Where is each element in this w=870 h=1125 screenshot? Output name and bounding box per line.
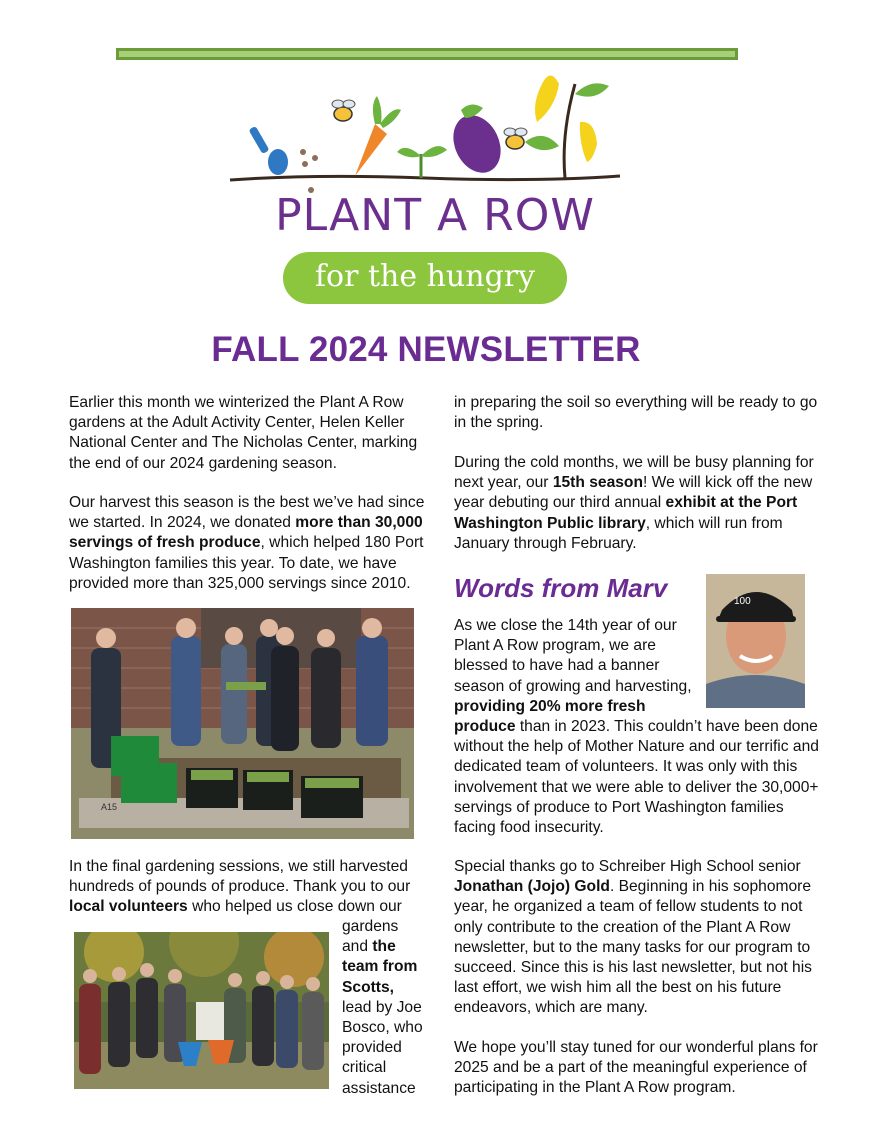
text-line: assistance (342, 1079, 416, 1097)
bee-icon-2 (504, 128, 527, 149)
right-paragraph-closing: We hope you’ll stay tuned for our wonderful plans for 2025 and be a part of the meaningful experience of participating in the Plant A Row program. (454, 1039, 818, 1097)
emphasis-text: providing 20% more fresh (454, 697, 646, 715)
emphasis-text: produce (454, 718, 516, 735)
carrot-icon (355, 96, 401, 176)
text-run: During the cold months, we will be busy planning for next year, our (454, 454, 814, 492)
top-decorative-bar (116, 48, 738, 60)
text-line: Plant A Row program, we are (454, 637, 656, 655)
left-paragraph-2 (69, 493, 435, 594)
scotts-team-photo (74, 932, 329, 1089)
emphasis-text: local volunteers (69, 898, 188, 916)
marv-intro-lines (454, 616, 704, 717)
right-paragraph-thanks (454, 857, 829, 1019)
emphasis-text: more than 30,000 servings of fresh produce (69, 514, 423, 552)
emphasis-text: 15th season (552, 474, 643, 492)
marv-portrait (706, 574, 805, 708)
cap-logo-text: 100 (734, 596, 751, 607)
text-run: , which will run from January through February. (454, 514, 783, 552)
text-run: , which helped 180 Port Washington families this year. To date, we have provided more than 325,000 servings since 2010. (69, 534, 424, 592)
volunteers-harvest-photo (71, 608, 414, 839)
text-line (454, 697, 704, 717)
seedling-icon (397, 146, 447, 178)
text-run: Special thanks go to Schreiber High School senior (454, 858, 801, 875)
section-heading-marv: Words from Marv (454, 573, 668, 603)
text-line: lead by Joe (342, 998, 422, 1016)
text-line: Bosco, who (342, 1019, 423, 1037)
text-run: . Beginning in his sophomore year, he organized a team of fellow students to not only contribute to the creation of the Plant A Row newsletter, but to the many tasks for our program to succeed. Since this is his last newsletter, but not his last effort, we wish him all the best on his future endeavors, which are many. (454, 878, 812, 1017)
emphasis-text: team from (342, 958, 418, 976)
text-line: critical (342, 1059, 387, 1077)
text-run: Our harvest this season is the best we’ve had since we started. In 2024, we donated (69, 494, 425, 532)
emphasis-text: Scotts, (342, 978, 394, 996)
trowel-icon (249, 126, 288, 175)
logo-artwork (225, 64, 645, 194)
bee-icon (332, 100, 355, 121)
newsletter-headline: FALL 2024 NEWSLETTER (211, 330, 641, 369)
text-line: gardens (342, 918, 399, 935)
right-paragraph-1: in preparing the soil so everything will be ready to go in the spring. (454, 394, 818, 432)
logo-title: PLANT A ROW (275, 190, 595, 241)
left-paragraph-1: Earlier this month we winterized the Plant A Row gardens at the Adult Activity Center, Helen Keller National Center and The Nicholas Center, marking the end of our 2024 gardening season. (69, 394, 418, 472)
text-run: than in 2023. This couldn’t have been done without the help of Mother Nature and our terrific and dedicated team of volunteers. It was only with this involvement that we were able to deliver the 30,000+ servings of produce to Port Washington families facing food insecurity. (454, 718, 819, 837)
text-line: As we close the 14th year of our (454, 617, 677, 634)
text-run: ! We will kick off the new year debuting our third annual (454, 474, 813, 512)
text-line: provided (342, 1039, 402, 1057)
text-line (342, 957, 442, 977)
logo-subtitle-pill: for the hungry (283, 252, 567, 304)
plant-a-row-logo (225, 64, 645, 314)
marv-paragraph-continued (454, 717, 829, 838)
pepper-plant-icon (525, 75, 609, 178)
text-line (342, 978, 442, 998)
eggplant-icon (444, 104, 509, 180)
text-run: In the final gardening sessions, we still harvested hundreds of pounds of produce. Thank you to our (69, 858, 411, 896)
text-line: blessed to have had a banner (454, 657, 660, 675)
emphasis-text: exhibit at the Port Washington Public library (454, 494, 798, 532)
left-paragraph-3 (69, 857, 435, 918)
wrapped-text-column (342, 917, 442, 1099)
crate-tag: A15 (101, 802, 118, 812)
text-line (342, 937, 442, 957)
text-run: and (342, 938, 373, 956)
text-run: who helped us close down our (187, 898, 402, 916)
emphasis-text: the (372, 938, 396, 956)
text-line: season of growing and harvesting, (454, 677, 692, 695)
right-paragraph-2 (454, 453, 829, 554)
emphasis-text: Jonathan (Jojo) Gold (454, 878, 610, 896)
